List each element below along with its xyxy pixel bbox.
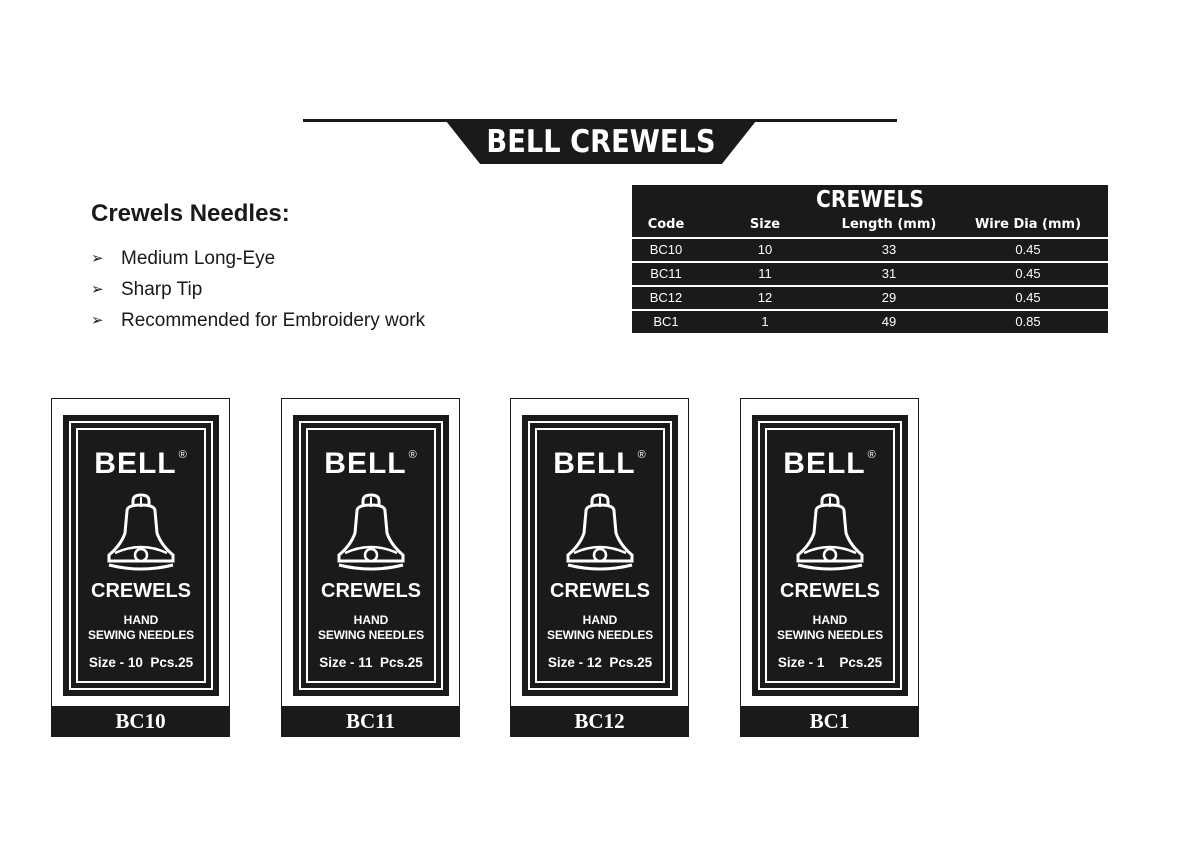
packet-title: CREWELS	[91, 580, 191, 602]
packet-frame	[293, 415, 449, 696]
table-row	[632, 309, 1108, 333]
packet-size: Size - 12 Pcs.25	[547, 655, 653, 670]
bell-icon	[564, 493, 636, 575]
registered-mark: ®	[408, 449, 418, 461]
brand-name: BELL	[783, 447, 866, 480]
packet-subtitle-1: HAND	[812, 613, 848, 627]
packet-code-label: BC12	[510, 706, 689, 737]
description-heading: Crewels Needles:	[91, 200, 290, 227]
packet-size: Size - 11 Pcs.25	[319, 655, 423, 670]
packet-content	[540, 433, 660, 678]
packet-subtitle-2: SEWING NEEDLES	[547, 628, 653, 642]
feature-text: Recommended for Embroidery work	[121, 310, 426, 331]
cell-code: BC1	[653, 314, 679, 329]
packet-border	[51, 398, 230, 707]
brand-name: BELL	[324, 447, 407, 480]
packet-size: Size - 1 Pcs.25	[777, 655, 883, 670]
cell-size: 11	[758, 266, 772, 281]
cell-length: 29	[881, 290, 897, 305]
brand-name: BELL	[553, 447, 636, 480]
table-row	[632, 285, 1108, 309]
column-header-code: Code	[647, 217, 685, 232]
packet-content	[311, 433, 431, 678]
bell-icon	[105, 493, 177, 575]
packet-content	[81, 433, 201, 678]
bell-icon	[335, 493, 407, 575]
packet-frame	[752, 415, 908, 696]
registered-mark: ®	[637, 449, 647, 461]
arrowhead-icon: ➢	[91, 312, 104, 329]
packet-card	[51, 398, 230, 737]
cell-wire-dia: 0.45	[1015, 266, 1041, 281]
cell-code: BC11	[650, 266, 682, 281]
brand-logo	[311, 447, 431, 481]
packet-code-label: BC11	[281, 706, 460, 737]
column-header-length: Length (mm)	[841, 217, 937, 232]
packet-card	[740, 398, 919, 737]
cell-length: 49	[881, 314, 897, 329]
brand-name: BELL	[94, 447, 177, 480]
registered-mark: ®	[178, 449, 188, 461]
cell-size: 12	[757, 290, 773, 305]
cell-size: 10	[757, 242, 773, 257]
packet-card	[281, 398, 460, 737]
packet-code-label: BC10	[51, 706, 230, 737]
description-section	[91, 200, 571, 336]
feature-item	[91, 274, 571, 305]
packet-content	[770, 433, 890, 678]
packet-title: CREWELS	[321, 580, 421, 602]
brand-logo	[540, 447, 660, 481]
arrowhead-icon: ➢	[91, 281, 104, 298]
page-title: BELL CREWELS	[486, 124, 716, 160]
bell-icon	[794, 493, 866, 575]
packet-frame	[63, 415, 219, 696]
arrowhead-icon: ➢	[91, 250, 104, 267]
feature-item	[91, 243, 571, 274]
feature-text: Medium Long-Eye	[121, 248, 276, 269]
packet-subtitle-2: SEWING NEEDLES	[318, 628, 424, 642]
packet-border	[281, 398, 460, 707]
cell-code: BC10	[649, 242, 683, 257]
feature-list	[91, 243, 571, 336]
packet-subtitle-1: HAND	[353, 613, 389, 627]
packet-title: CREWELS	[550, 580, 650, 602]
column-header-size: Size	[749, 217, 781, 232]
cell-length: 33	[881, 242, 897, 257]
cell-wire-dia: 0.45	[1015, 290, 1041, 305]
spec-table-header	[632, 213, 1108, 237]
packet-card	[510, 398, 689, 737]
packet-code-label: BC1	[740, 706, 919, 737]
packet-size: Size - 10 Pcs.25	[88, 655, 194, 670]
packet-title: CREWELS	[780, 580, 880, 602]
table-row	[632, 237, 1108, 261]
packet-subtitle-1: HAND	[123, 613, 159, 627]
cell-size: 1	[761, 314, 769, 329]
cell-code: BC12	[649, 290, 683, 305]
feature-text: Sharp Tip	[121, 279, 203, 300]
packet-subtitle-1: HAND	[582, 613, 618, 627]
registered-mark: ®	[867, 449, 877, 461]
cell-wire-dia: 0.45	[1015, 242, 1041, 257]
feature-item	[91, 305, 571, 336]
header-banner	[303, 118, 897, 166]
packet-subtitle-2: SEWING NEEDLES	[777, 628, 883, 642]
brand-logo	[770, 447, 890, 481]
packet-border	[740, 398, 919, 707]
spec-table	[632, 185, 1108, 333]
packet-border	[510, 398, 689, 707]
cell-wire-dia: 0.85	[1015, 314, 1041, 329]
spec-table-title: CREWELS	[816, 187, 924, 213]
cell-length: 31	[881, 266, 897, 281]
brand-logo	[81, 447, 201, 481]
column-header-wire-dia: Wire Dia (mm)	[974, 217, 1082, 232]
packet-frame	[522, 415, 678, 696]
packet-subtitle-2: SEWING NEEDLES	[88, 628, 194, 642]
table-row	[632, 261, 1108, 285]
